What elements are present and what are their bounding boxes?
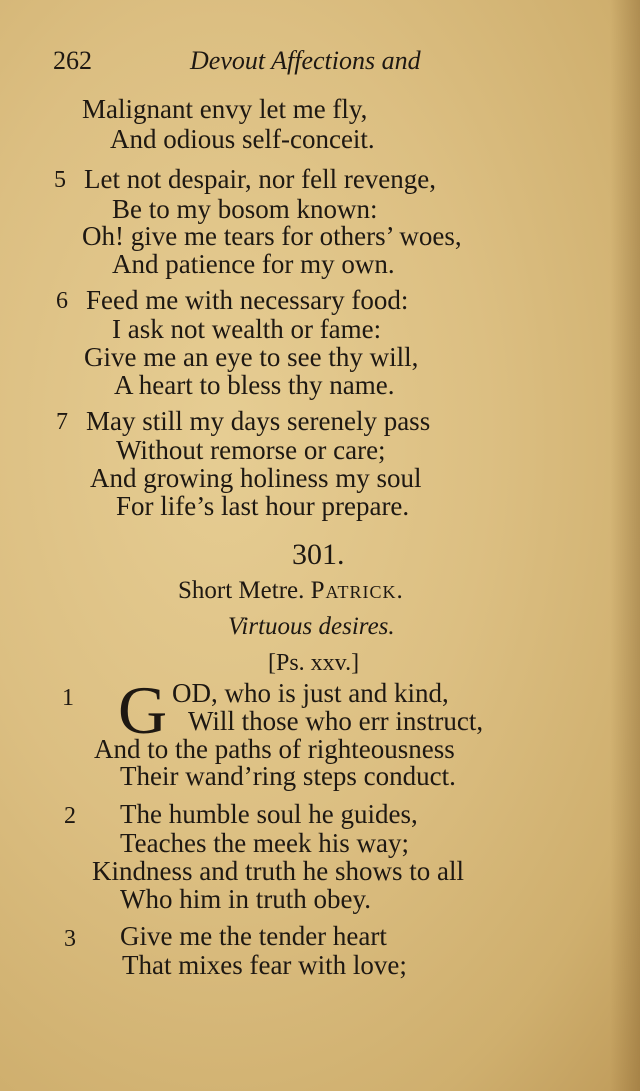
verse-line: And odious self-conceit. [110,124,375,154]
verse-line: Their wand’ring steps conduct. [120,761,456,791]
verse-line: Kindness and truth he shows to all [92,856,464,886]
verse-number: 3 [64,926,76,952]
verse-line: Give me an eye to see thy will, [84,342,419,372]
verse-line: A heart to bless thy name. [114,370,395,400]
verse-number: 6 [56,288,68,314]
verse-line: Feed me with necessary food: [86,285,409,315]
hymn-meter [178,578,404,603]
verse-line: The humble soul he guides, [120,799,418,829]
verse-line: That mixes fear with love; [122,950,407,980]
verse-number: 5 [54,167,66,193]
verse-line: And patience for my own. [112,249,395,279]
psalm-reference: [Ps. xxv.] [268,650,360,676]
verse-number: 2 [64,803,76,829]
drop-cap: G [118,672,168,748]
verse-line: And growing holiness my soul [90,463,422,493]
verse-line: Teaches the meek his way; [120,828,409,858]
page-number: 262 [53,46,92,75]
verse-line: Who him in truth obey. [120,884,371,914]
verse-line: I ask not wealth or fame: [112,314,382,344]
verse-line: May still my days serenely pass [86,406,431,436]
verse-line: Be to my bosom known: [112,194,378,224]
verse-line: Oh! give me tears for others’ woes, [82,221,462,251]
tune-name: Patrick. [310,577,404,604]
hymn-subtitle: Virtuous desires. [228,613,395,640]
verse-number: 7 [56,409,68,435]
verse-line: And to the paths of righteousness [94,734,455,764]
verse-line: OD, who is just and kind, [172,678,449,708]
verse-line: Will those who err instruct, [188,706,484,736]
running-title: Devout Affections and [190,46,421,75]
verse-line: Without remorse or care; [116,435,386,465]
verse-line: Give me the tender heart [120,921,387,951]
verse-line: Malignant envy let me fly, [82,94,368,124]
meter-label: Short Metre. [178,577,305,604]
verse-line: Let not despair, nor fell revenge, [84,164,437,194]
verse-number: 1 [62,685,74,711]
hymn-number: 301. [292,538,345,571]
verse-line: For life’s last hour prepare. [116,491,410,521]
